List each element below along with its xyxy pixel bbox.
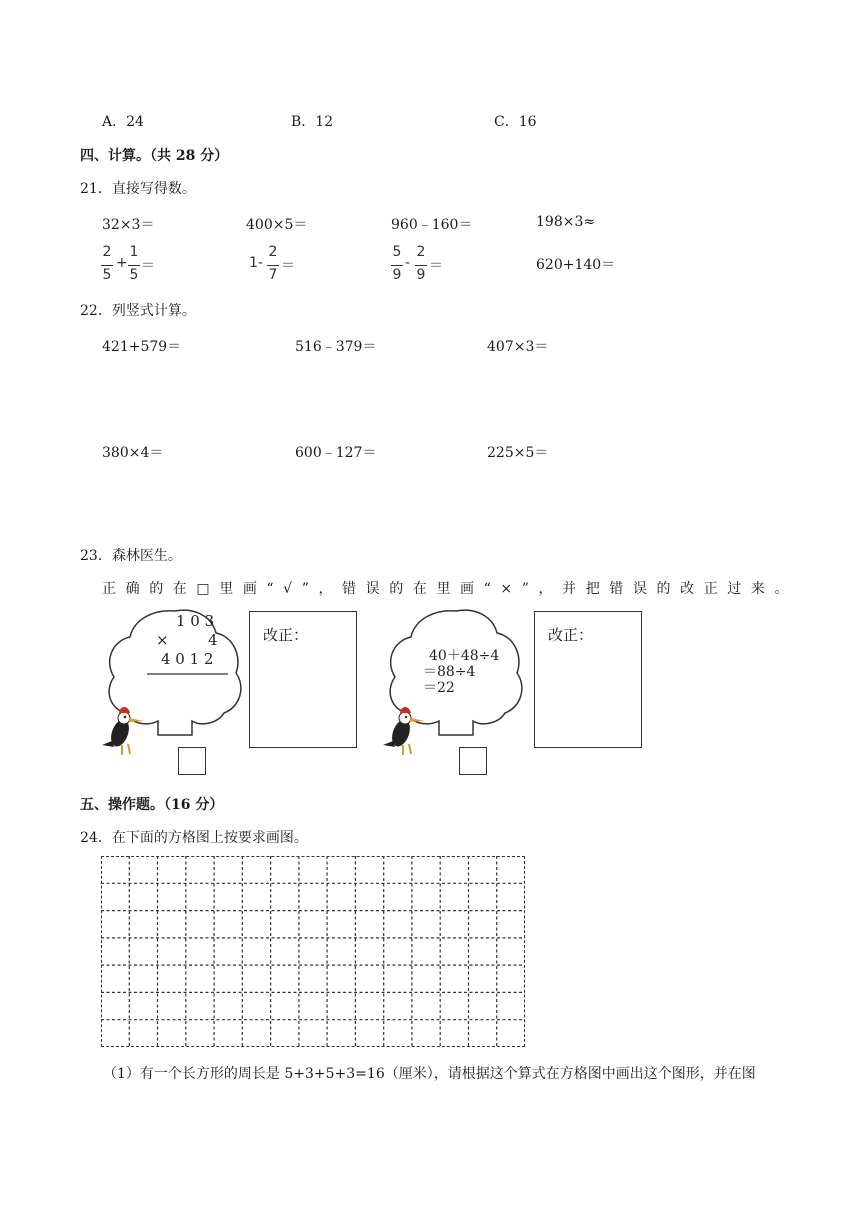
q22-item-2: 516﹣379＝ [295, 339, 377, 355]
tree1-result: 4 0 1 2 [161, 650, 214, 668]
operator: - [258, 255, 264, 271]
q24-title: 24．在下面的方格图上按要求画图。 [80, 830, 308, 846]
fraction-sum [101, 244, 161, 288]
q21-item-8: 620+140＝ [536, 257, 616, 273]
option-a: A．24 [102, 114, 144, 130]
correction-label: 改正： [263, 626, 309, 644]
option-c: C．16 [494, 114, 537, 130]
fraction-bar [128, 265, 140, 266]
q21-item-2: 400×5＝ [246, 217, 308, 233]
fraction-bar [267, 265, 279, 266]
tree2-line3: ＝22 [423, 680, 455, 696]
tree1-multiplier: 4 [208, 631, 218, 649]
fraction-bar [391, 265, 403, 266]
correction-box-left[interactable] [249, 611, 357, 748]
equals: ＝ [429, 258, 443, 274]
whole-number: 1 [249, 255, 258, 271]
numerator: 1 [129, 244, 139, 260]
q22-item-5: 600﹣127＝ [295, 445, 377, 461]
denominator: 7 [268, 267, 278, 283]
drawing-grid[interactable] [101, 856, 525, 1047]
answer-checkbox-left[interactable] [178, 747, 206, 775]
correction-label: 改正： [548, 626, 594, 644]
q21-title: 21．直接写得数。 [80, 181, 196, 197]
denominator: 5 [129, 267, 139, 283]
numerator: 2 [416, 244, 426, 260]
q22-title: 22．列竖式计算。 [80, 303, 196, 319]
fraction-bar [101, 265, 113, 266]
q22-item-3: 407×3＝ [487, 339, 549, 355]
section-4-title: 四、计算。（共 28 分） [80, 148, 229, 164]
q21-item-4: 198×3≈ [536, 214, 596, 230]
numerator: 5 [392, 244, 402, 260]
answer-checkbox-right[interactable] [459, 747, 487, 775]
numerator: 2 [268, 244, 278, 260]
tree1-times-sign: × [156, 631, 169, 649]
tree2-line2: ＝88÷4 [423, 664, 476, 680]
operator: + [116, 255, 128, 271]
denominator: 5 [102, 267, 112, 283]
q23-title: 23．森林医生。 [80, 548, 182, 564]
q22-item-6: 225×5＝ [487, 445, 549, 461]
equals: ＝ [141, 258, 155, 274]
equals: ＝ [281, 258, 295, 274]
grid-lines [101, 856, 525, 1047]
tree2-line1: 40＋48÷4 [429, 648, 500, 664]
q24-sub1: （1）有一个长方形的周长是 5+3+5+3=16（厘米），请根据这个算式在方格图中画出这个图形，并在图 [103, 1066, 756, 1082]
q21-item-1: 32×3＝ [102, 217, 155, 233]
operator: - [405, 255, 411, 271]
numerator: 2 [102, 244, 112, 260]
option-b: B．12 [291, 114, 334, 130]
fraction-diff-1 [249, 244, 309, 288]
fraction-bar [415, 265, 427, 266]
denominator: 9 [392, 267, 402, 283]
tree-illustration-right [381, 605, 531, 785]
fraction-diff-2 [391, 244, 451, 288]
denominator: 9 [416, 267, 426, 283]
q22-item-4: 380×4＝ [102, 445, 164, 461]
tree1-multiplicand: 1 0 3 [176, 612, 215, 630]
q21-item-3: 960﹣160＝ [391, 217, 473, 233]
q22-item-1: 421+579＝ [102, 339, 182, 355]
section-5-title: 五、操作题。（16 分） [80, 797, 224, 813]
tree-illustration-left [100, 605, 250, 785]
correction-box-right[interactable] [534, 611, 642, 748]
q23-instruction: 正确的在□里画“√”，错误的在里画“×”，并把错误的改正过来。 [102, 581, 799, 597]
